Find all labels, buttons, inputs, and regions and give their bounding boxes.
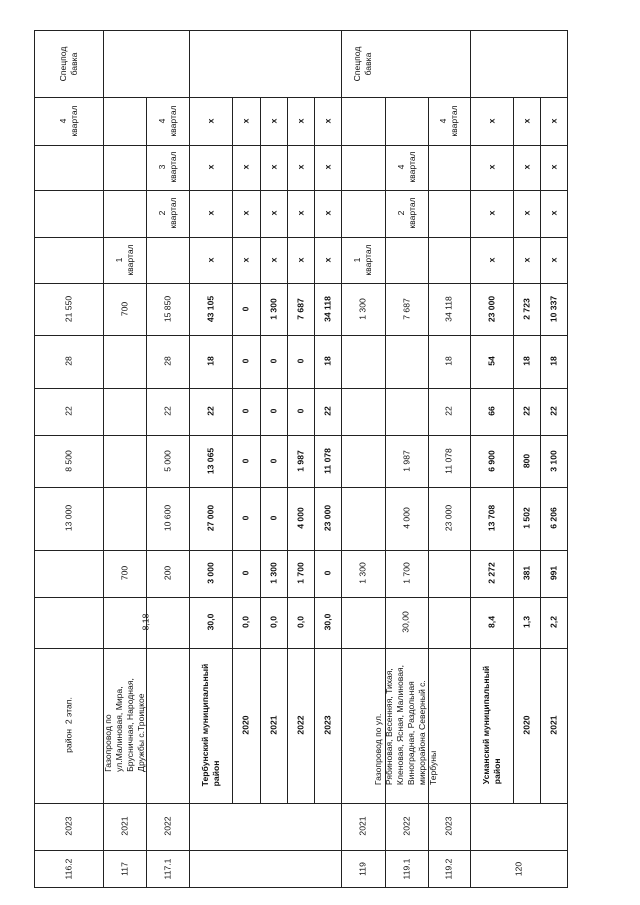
year-separator-2	[287, 97, 288, 803]
row-separator-3	[470, 30, 471, 888]
cell-r118_2021-name: 2021	[268, 715, 278, 735]
cell-r120_2020-c4: 1 502	[521, 507, 531, 529]
cell-r118_2020-c2: 0,0	[240, 616, 251, 628]
year-separator-5	[540, 97, 541, 803]
cell-r117_1-num: 117.1	[162, 858, 172, 880]
cell-r120_2020-c2: 1,3	[521, 616, 531, 628]
cell-r119_1-c3: 1 700	[401, 562, 411, 584]
cell-r119_1-year: 2022	[401, 816, 411, 836]
cell-r120_2021-c5: 3 100	[548, 450, 559, 472]
cell-r118-q4: х	[205, 118, 215, 124]
column-boundary-0	[34, 97, 568, 98]
cell-r117-name: Газопровод по ул.Малиновая, Мира, Брусничная, Народная, Дружбы с.Троицкое	[102, 678, 146, 772]
cell-r118_2023-name: 2023	[322, 715, 332, 735]
cell-r120-num: 120	[513, 861, 524, 877]
cell-r118_2023-q4: х	[322, 118, 332, 124]
cell-r118-c2: 30,0	[205, 613, 215, 631]
cell-r118_2022-c4: 4 000	[295, 507, 305, 529]
cell-r120_2020-q3: х	[521, 164, 531, 170]
cell-r117-year: 2021	[119, 816, 129, 836]
cell-r118_2020-q4: х	[240, 118, 251, 124]
cell-r118_2020-q1: х	[240, 257, 251, 263]
cell-r118-c4: 27 000	[205, 504, 215, 532]
cell-r118_2020-c8: 0	[240, 306, 251, 312]
cell-r120-c7: 54	[486, 356, 496, 366]
column-boundary-4	[34, 283, 568, 284]
cell-r118_2020-q2: х	[240, 210, 251, 216]
cell-r118_2020-c3: 0	[240, 570, 251, 576]
cell-r118_2023-c8: 34 118	[322, 296, 332, 322]
cell-r119-q1: 1 квартал	[352, 244, 373, 276]
cell-r120_2020-c8: 2 723	[521, 298, 531, 320]
cell-r118_2023-q1: х	[322, 257, 332, 263]
cell-r118_2021-c5: 0	[268, 458, 278, 464]
cell-r118_2022-c7: 0	[295, 358, 305, 364]
cell-r118_2022-c8: 7 687	[295, 298, 305, 320]
column-boundary-6	[34, 388, 568, 389]
cell-r119_2-c7: 18	[443, 356, 454, 366]
year-separator-4	[513, 97, 514, 803]
cell-r120_2021-c2: 2,2	[548, 616, 559, 628]
cell-r117-c3: 700	[119, 565, 129, 581]
cell-r120_2021-c7: 18	[548, 356, 559, 366]
cell-r119_1-name: Газопровод по ул. Рябиновая, Весенняя, Тихая, Кленовая, Ясная, Малиновая, Виноградная, Раздольная микрорайона Северный с. Тербуны	[372, 664, 438, 786]
cell-r117-c8: 700	[119, 301, 129, 317]
cell-r119_1-q2: 2 квартал	[395, 197, 417, 229]
cell-r117_1-c8: 15 850	[162, 295, 172, 323]
cell-r116_2-q4: 4 квартал	[57, 105, 79, 137]
cell-r119_2-year: 2023	[443, 816, 454, 836]
cell-r118_2023-c4: 23 000	[322, 504, 332, 532]
cell-r120-c5: 6 900	[486, 450, 496, 472]
cell-r118_2023-c3: 0	[322, 570, 332, 576]
cell-r120_2020-q4: х	[521, 118, 531, 124]
cell-r119_2-c6: 22	[443, 406, 454, 416]
cell-r119_1-c8: 7 687	[401, 298, 411, 320]
cell-r116_2-c8: 21 550	[63, 295, 73, 323]
cell-r120-c8: 23 000	[486, 295, 496, 323]
cell-r117-c2: 8,18	[140, 613, 151, 631]
cell-r117_1-year: 2022	[162, 816, 172, 836]
cell-r118_2021-q4: х	[268, 118, 278, 124]
cell-r118_2021-c6: 0	[268, 408, 278, 414]
cell-r120_2020-q2: х	[521, 210, 531, 216]
cell-r117_1-q4: 4 квартал	[156, 105, 178, 137]
cell-r120_2021-c6: 22	[548, 406, 559, 416]
cell-r118-c8: 43 105	[205, 295, 215, 323]
cell-r120_2020-c7: 18	[521, 356, 531, 366]
cell-r117_1-q3: 3 квартал	[156, 151, 178, 183]
cell-r118_2021-c4: 0	[268, 515, 278, 521]
cell-r120_2021-q3: х	[548, 164, 559, 170]
cell-r119-note: Спецпод бавка	[352, 46, 373, 82]
cell-r119-c8: 1 300	[357, 298, 368, 320]
cell-r116_2-year: 2023	[63, 816, 73, 836]
cell-r118_2020-name: 2020	[240, 715, 251, 735]
cell-r116_2-note: Спецпод бавка	[57, 46, 79, 82]
cell-r120_2020-c5: 800	[521, 453, 531, 469]
cell-r120_2020-c3: 381	[521, 565, 531, 581]
cell-r118-c5: 13 065	[205, 447, 215, 475]
cell-r118_2023-c5: 11 078	[322, 448, 332, 474]
cell-r117-q1: 1 квартал	[113, 244, 135, 276]
cell-r117_1-c6: 22	[162, 406, 172, 416]
cell-r118_2021-q1: х	[268, 257, 278, 263]
cell-r120-c2: 8,4	[486, 616, 496, 628]
cell-r120-c4: 13 708	[486, 504, 496, 532]
cell-r120-q3: х	[486, 164, 496, 170]
cell-r118_2023-c6: 22	[322, 406, 332, 416]
column-boundary-12	[34, 803, 568, 804]
cell-r119_2-q4: 4 квартал	[438, 105, 459, 137]
year-separator-0	[232, 97, 233, 803]
border-top	[34, 30, 568, 31]
column-boundary-13	[34, 850, 568, 851]
cell-r119_2-c5: 11 078	[443, 448, 454, 474]
cell-r119-c3: 1 300	[357, 562, 368, 584]
cell-r117_1-c5: 5 000	[162, 450, 172, 472]
cell-r120_2021-c3: 991	[548, 565, 559, 581]
cell-r118_2022-q3: х	[295, 164, 305, 170]
cell-r120_2021-c8: 10 337	[548, 295, 559, 323]
cell-r120-q1: х	[486, 257, 496, 263]
cell-r118_2022-c3: 1 700	[295, 562, 305, 584]
column-boundary-1	[34, 145, 568, 146]
cell-r117_1-c3: 200	[162, 565, 172, 581]
cell-r119_2-c8: 34 118	[443, 296, 454, 322]
cell-r118_2023-q2: х	[322, 210, 332, 216]
cell-r119_2-c4: 23 000	[443, 504, 454, 532]
column-boundary-2	[34, 190, 568, 191]
cell-r119-num: 119	[357, 862, 368, 876]
cell-r118_2020-c6: 0	[240, 408, 251, 414]
cell-r120_2021-q4: х	[548, 118, 559, 124]
cell-r118-c3: 3 000	[205, 562, 215, 584]
cell-r118-q3: х	[205, 164, 215, 170]
cell-r118_2020-c7: 0	[240, 358, 251, 364]
cell-r116_2-c7: 28	[63, 356, 73, 366]
cell-r120_2021-q1: х	[548, 257, 559, 263]
cell-r120-c6: 66	[486, 406, 496, 416]
cell-r119-year: 2021	[357, 816, 368, 836]
cell-r119_1-num: 119.1	[401, 858, 411, 880]
cell-r116_2-name: район 2 этап.	[63, 697, 73, 753]
column-boundary-3	[34, 237, 568, 238]
cell-r118_2020-c5: 0	[240, 458, 251, 464]
cell-r120-q4: х	[486, 118, 496, 124]
cell-r116_2-c4: 13 000	[63, 504, 73, 532]
column-boundary-10	[34, 597, 568, 598]
cell-r120_2020-q1: х	[521, 257, 531, 263]
cell-r116_2-c5: 8 500	[63, 450, 73, 472]
cell-r118_2021-c2: 0,0	[268, 616, 278, 628]
cell-r118_2022-name: 2022	[295, 715, 305, 735]
cell-r118_2021-q3: х	[268, 164, 278, 170]
cell-r118_2023-q3: х	[322, 164, 332, 170]
cell-r117_1-q2: 2 квартал	[156, 197, 178, 229]
border-bottom	[34, 887, 568, 888]
column-boundary-9	[34, 550, 568, 551]
cell-r118-c7: 18	[205, 356, 215, 366]
cell-r118-c6: 22	[205, 406, 215, 416]
cell-r117_1-c4: 10 600	[162, 504, 172, 532]
column-boundary-7	[34, 435, 568, 436]
year-separator-1	[260, 97, 261, 803]
cell-r118_2021-q2: х	[268, 210, 278, 216]
column-boundary-11	[34, 648, 568, 649]
cell-r120_2020-c6: 22	[521, 406, 531, 416]
cell-r118_2022-q2: х	[295, 210, 305, 216]
cell-r119_1-c4: 4 000	[401, 507, 411, 529]
row-separator-1	[189, 30, 190, 888]
cell-r118_2023-c7: 18	[322, 356, 332, 366]
cell-r120-q2: х	[486, 210, 496, 216]
cell-r118_2021-c3: 1 300	[268, 562, 278, 584]
row-separator-2	[341, 30, 342, 888]
cell-r120_2021-name: 2021	[548, 715, 559, 735]
cell-r118_2022-c5: 1 987	[295, 450, 305, 472]
column-boundary-5	[34, 335, 568, 336]
cell-r120_2020-name: 2020	[521, 715, 531, 735]
cell-r118_2021-c7: 0	[268, 358, 278, 364]
cell-r118_2022-q4: х	[295, 118, 305, 124]
cell-r120_2021-c4: 6 206	[548, 507, 559, 529]
column-boundary-8	[34, 487, 568, 488]
cell-r117-num: 117	[119, 862, 129, 876]
border-left	[34, 30, 35, 888]
cell-r119_1-q3: 4 квартал	[395, 151, 417, 183]
cell-r118_2023-c2: 30,0	[322, 613, 332, 631]
cell-r117_1-c7: 28	[162, 356, 172, 366]
cell-r120-c3: 2 272	[486, 562, 496, 584]
cell-r118_2022-c6: 0	[295, 408, 305, 414]
cell-r118-q1: х	[205, 257, 215, 263]
cell-r120_2021-q2: х	[548, 210, 559, 216]
cell-r118_2020-c4: 0	[240, 515, 251, 521]
cell-r118-q2: х	[205, 210, 215, 216]
cell-r119_2-num: 119.2	[443, 858, 454, 880]
cell-r118_2021-c8: 1 300	[268, 298, 278, 320]
cell-r119_1-c2: 30,00	[400, 611, 410, 633]
cell-r116_2-num: 116.2	[63, 858, 73, 880]
cell-r118-name: Тербунский муниципальный район	[199, 663, 221, 787]
cell-r118_2020-q3: х	[240, 164, 251, 170]
cell-r116_2-c6: 22	[63, 406, 73, 416]
border-right	[567, 30, 568, 888]
cell-r118_2022-q1: х	[295, 257, 305, 263]
cell-r118_2022-c2: 0,0	[295, 616, 305, 628]
cell-r119_1-c5: 1 987	[401, 450, 411, 472]
year-separator-3	[314, 97, 315, 803]
cell-r120-name: Усманский муниципальный район	[480, 665, 502, 785]
